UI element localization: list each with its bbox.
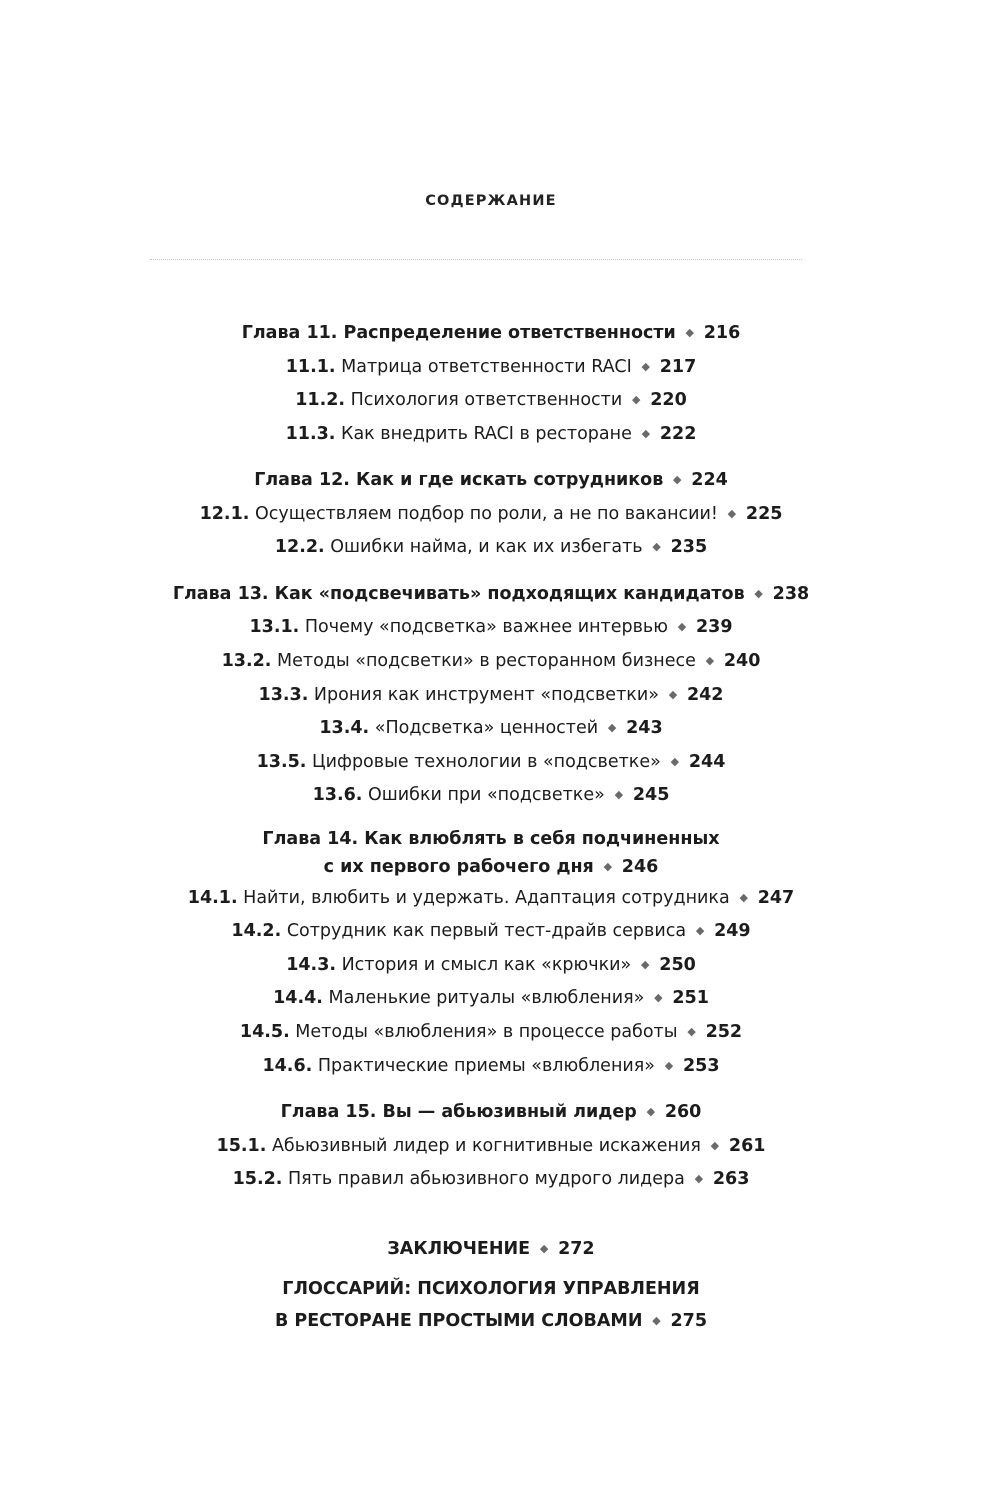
table-of-contents — [0, 316, 982, 1196]
toc-section-14-3[interactable] — [0, 948, 982, 982]
section-number: 14.4. — [273, 988, 323, 1009]
toc-section-13-5[interactable] — [0, 745, 982, 779]
section-title: «Подсветка» ценностей — [374, 718, 599, 739]
toc-chapter-13[interactable] — [0, 577, 982, 611]
section-page-number: 240 — [723, 650, 761, 671]
section-number: 13.6. — [312, 785, 363, 806]
glossary-title-line-1: ГЛОССАРИЙ: ПСИХОЛОГИЯ УПРАВЛЕНИЯ — [282, 1279, 700, 1299]
section-page-number: 261 — [728, 1135, 766, 1156]
toc-section-13-3[interactable] — [0, 678, 982, 712]
diamond-separator-icon: ◆ — [685, 326, 694, 339]
section-number: 13.1. — [249, 617, 300, 638]
section-number: 15.2. — [232, 1169, 283, 1190]
toc-section-11-1[interactable] — [0, 350, 982, 384]
section-title: Методы «влюбления» в процессе работы — [295, 1022, 678, 1043]
section-number: 12.1. — [199, 503, 250, 524]
section-title: Найти, влюбить и удержать. Адаптация сотрудника — [243, 887, 730, 908]
section-title: Как внедрить RACI в ресторане — [341, 423, 632, 444]
toc-section-14-6[interactable] — [0, 1049, 982, 1083]
toc-section-14-1[interactable] — [0, 881, 982, 915]
section-number: 14.2. — [231, 921, 282, 942]
chapter-title: Глава 12. Как и где искать сотрудников — [254, 470, 664, 491]
section-page-number: 247 — [757, 887, 795, 908]
section-title: Осуществляем подбор по роли, а не по вакансии! — [254, 503, 718, 524]
conclusion-page-number: 272 — [558, 1239, 595, 1259]
section-number: 13.5. — [256, 751, 307, 772]
toc-section-12-2[interactable] — [0, 530, 982, 564]
diamond-separator-icon: ◆ — [705, 653, 715, 667]
toc-section-11-3[interactable] — [0, 417, 982, 451]
diamond-separator-icon: ◆ — [727, 506, 737, 520]
chapter-title: Глава 11. Распределение ответственности — [241, 323, 676, 343]
diamond-separator-icon: ◆ — [695, 924, 705, 938]
chapter-page-number: 224 — [691, 470, 728, 491]
section-page-number: 249 — [714, 921, 751, 942]
diamond-separator-icon: ◆ — [673, 473, 682, 487]
section-number: 12.2. — [274, 537, 325, 558]
chapter-title: Глава 13. Как «подсвечивать» подходящих кандидатов — [172, 583, 745, 604]
section-title: Ирония как инструмент «подсветки» — [313, 684, 659, 705]
diamond-separator-icon: ◆ — [539, 1242, 549, 1255]
section-title: Матрица ответственности RACI — [341, 356, 632, 377]
diamond-separator-icon: ◆ — [710, 1138, 720, 1152]
diamond-separator-icon: ◆ — [641, 426, 651, 440]
section-number: 11.2. — [295, 390, 346, 411]
chapter-page-number: 246 — [621, 856, 659, 877]
toc-section-12-1[interactable] — [0, 497, 982, 531]
section-title: Цифровые технологии в «подсветке» — [312, 751, 661, 772]
toc-section-13-6[interactable] — [0, 778, 982, 812]
section-page-number: 251 — [672, 988, 709, 1009]
toc-section-13-1[interactable] — [0, 610, 982, 644]
section-number: 11.3. — [285, 423, 336, 444]
diamond-separator-icon: ◆ — [607, 721, 617, 735]
conclusion-line — [0, 1233, 982, 1264]
diamond-separator-icon: ◆ — [646, 1105, 656, 1119]
section-page-number: 242 — [686, 684, 724, 705]
section-number: 14.3. — [286, 954, 337, 975]
section-title: Сотрудник как первый тест-драйв сервиса — [286, 921, 687, 942]
toc-section-14-2[interactable] — [0, 914, 982, 948]
section-title: Абьюзивный лидер и когнитивные искажения — [271, 1135, 701, 1156]
diamond-separator-icon: ◆ — [632, 393, 641, 407]
toc-chapter-15[interactable] — [0, 1095, 982, 1129]
diamond-separator-icon: ◆ — [664, 1058, 674, 1072]
diamond-separator-icon: ◆ — [614, 788, 624, 802]
glossary-title: В РЕСТОРАНЕ ПРОСТЫМИ СЛОВАМИ — [274, 1311, 643, 1331]
section-page-number: 250 — [659, 954, 696, 975]
section-title: Практические приемы «влюбления» — [317, 1055, 655, 1076]
diamond-separator-icon: ◆ — [739, 890, 748, 904]
chapter-title-line-1: Глава 14. Как влюблять в себя подчиненных — [262, 828, 720, 849]
chapter-title: с их первого рабочего дня — [323, 856, 594, 877]
section-page-number: 220 — [650, 390, 687, 411]
section-title: История и смысл как «крючки» — [341, 954, 632, 975]
glossary-page-number: 275 — [670, 1311, 708, 1331]
chapter-title: Глава 15. Вы — абьюзивный лидер — [280, 1102, 637, 1123]
section-title: Маленькие ритуалы «влюбления» — [328, 988, 645, 1009]
section-page-number: 222 — [659, 423, 697, 444]
chapter-page-number: 260 — [664, 1102, 702, 1123]
section-number: 14.1. — [187, 887, 238, 908]
toc-conclusion[interactable] — [0, 1233, 982, 1264]
section-number: 13.3. — [258, 684, 309, 705]
section-page-number: 244 — [688, 751, 726, 772]
diamond-separator-icon: ◆ — [670, 754, 680, 768]
toc-section-15-2[interactable] — [0, 1162, 982, 1196]
section-page-number: 245 — [632, 785, 670, 806]
section-number: 13.4. — [319, 718, 370, 739]
diamond-separator-icon: ◆ — [677, 620, 687, 634]
section-page-number: 239 — [695, 617, 733, 638]
chapter-page-number: 216 — [703, 323, 741, 343]
diamond-separator-icon: ◆ — [654, 991, 663, 1005]
section-page-number: 225 — [745, 503, 783, 524]
diamond-separator-icon: ◆ — [641, 359, 650, 373]
diamond-separator-icon: ◆ — [652, 540, 661, 554]
header-divider — [150, 259, 802, 260]
toc-glossary[interactable] — [0, 1274, 982, 1336]
toc-section-14-4[interactable] — [0, 981, 982, 1015]
diamond-separator-icon: ◆ — [668, 687, 678, 701]
section-page-number: 253 — [683, 1055, 720, 1076]
section-title: Ошибки при «подсветке» — [368, 785, 605, 806]
chapter-page-number: 238 — [772, 583, 810, 604]
section-title: Ошибки найма, и как их избегать — [330, 537, 643, 558]
section-page-number: 217 — [659, 356, 697, 377]
section-number: 14.6. — [262, 1055, 313, 1076]
section-page-number: 252 — [705, 1022, 743, 1043]
section-number: 15.1. — [216, 1135, 267, 1156]
section-page-number: 235 — [670, 537, 708, 558]
toc-chapter-11[interactable] — [0, 316, 982, 350]
diamond-separator-icon: ◆ — [694, 1172, 704, 1186]
toc-section-15-1[interactable] — [0, 1129, 982, 1163]
diamond-separator-icon: ◆ — [641, 957, 650, 971]
diamond-separator-icon: ◆ — [652, 1314, 661, 1327]
section-title: Почему «подсветка» важнее интервью — [304, 617, 668, 638]
diamond-separator-icon: ◆ — [687, 1025, 696, 1039]
section-number: 14.5. — [239, 1022, 290, 1043]
conclusion-title: ЗАКЛЮЧЕНИЕ — [387, 1239, 531, 1259]
section-number: 11.1. — [285, 356, 336, 377]
page-header-title: СОДЕРЖАНИЕ — [425, 193, 557, 209]
toc-section-11-2[interactable] — [0, 383, 982, 417]
glossary-title-line-2 — [0, 1305, 982, 1336]
toc-chapter-12[interactable] — [0, 463, 982, 497]
diamond-separator-icon: ◆ — [754, 586, 763, 600]
toc-section-13-2[interactable] — [0, 644, 982, 678]
chapter-title-line-2 — [0, 853, 982, 881]
diamond-separator-icon: ◆ — [603, 859, 613, 873]
section-number: 13.2. — [221, 650, 272, 671]
section-title: Психология ответственности — [350, 390, 623, 411]
section-page-number: 243 — [626, 718, 663, 739]
toc-section-14-5[interactable] — [0, 1015, 982, 1049]
toc-section-13-4[interactable] — [0, 711, 982, 745]
toc-chapter-14[interactable] — [0, 825, 982, 881]
section-page-number: 263 — [712, 1169, 750, 1190]
section-title: Методы «подсветки» в ресторанном бизнесе — [277, 650, 696, 671]
section-title: Пять правил абьюзивного мудрого лидера — [288, 1169, 685, 1190]
